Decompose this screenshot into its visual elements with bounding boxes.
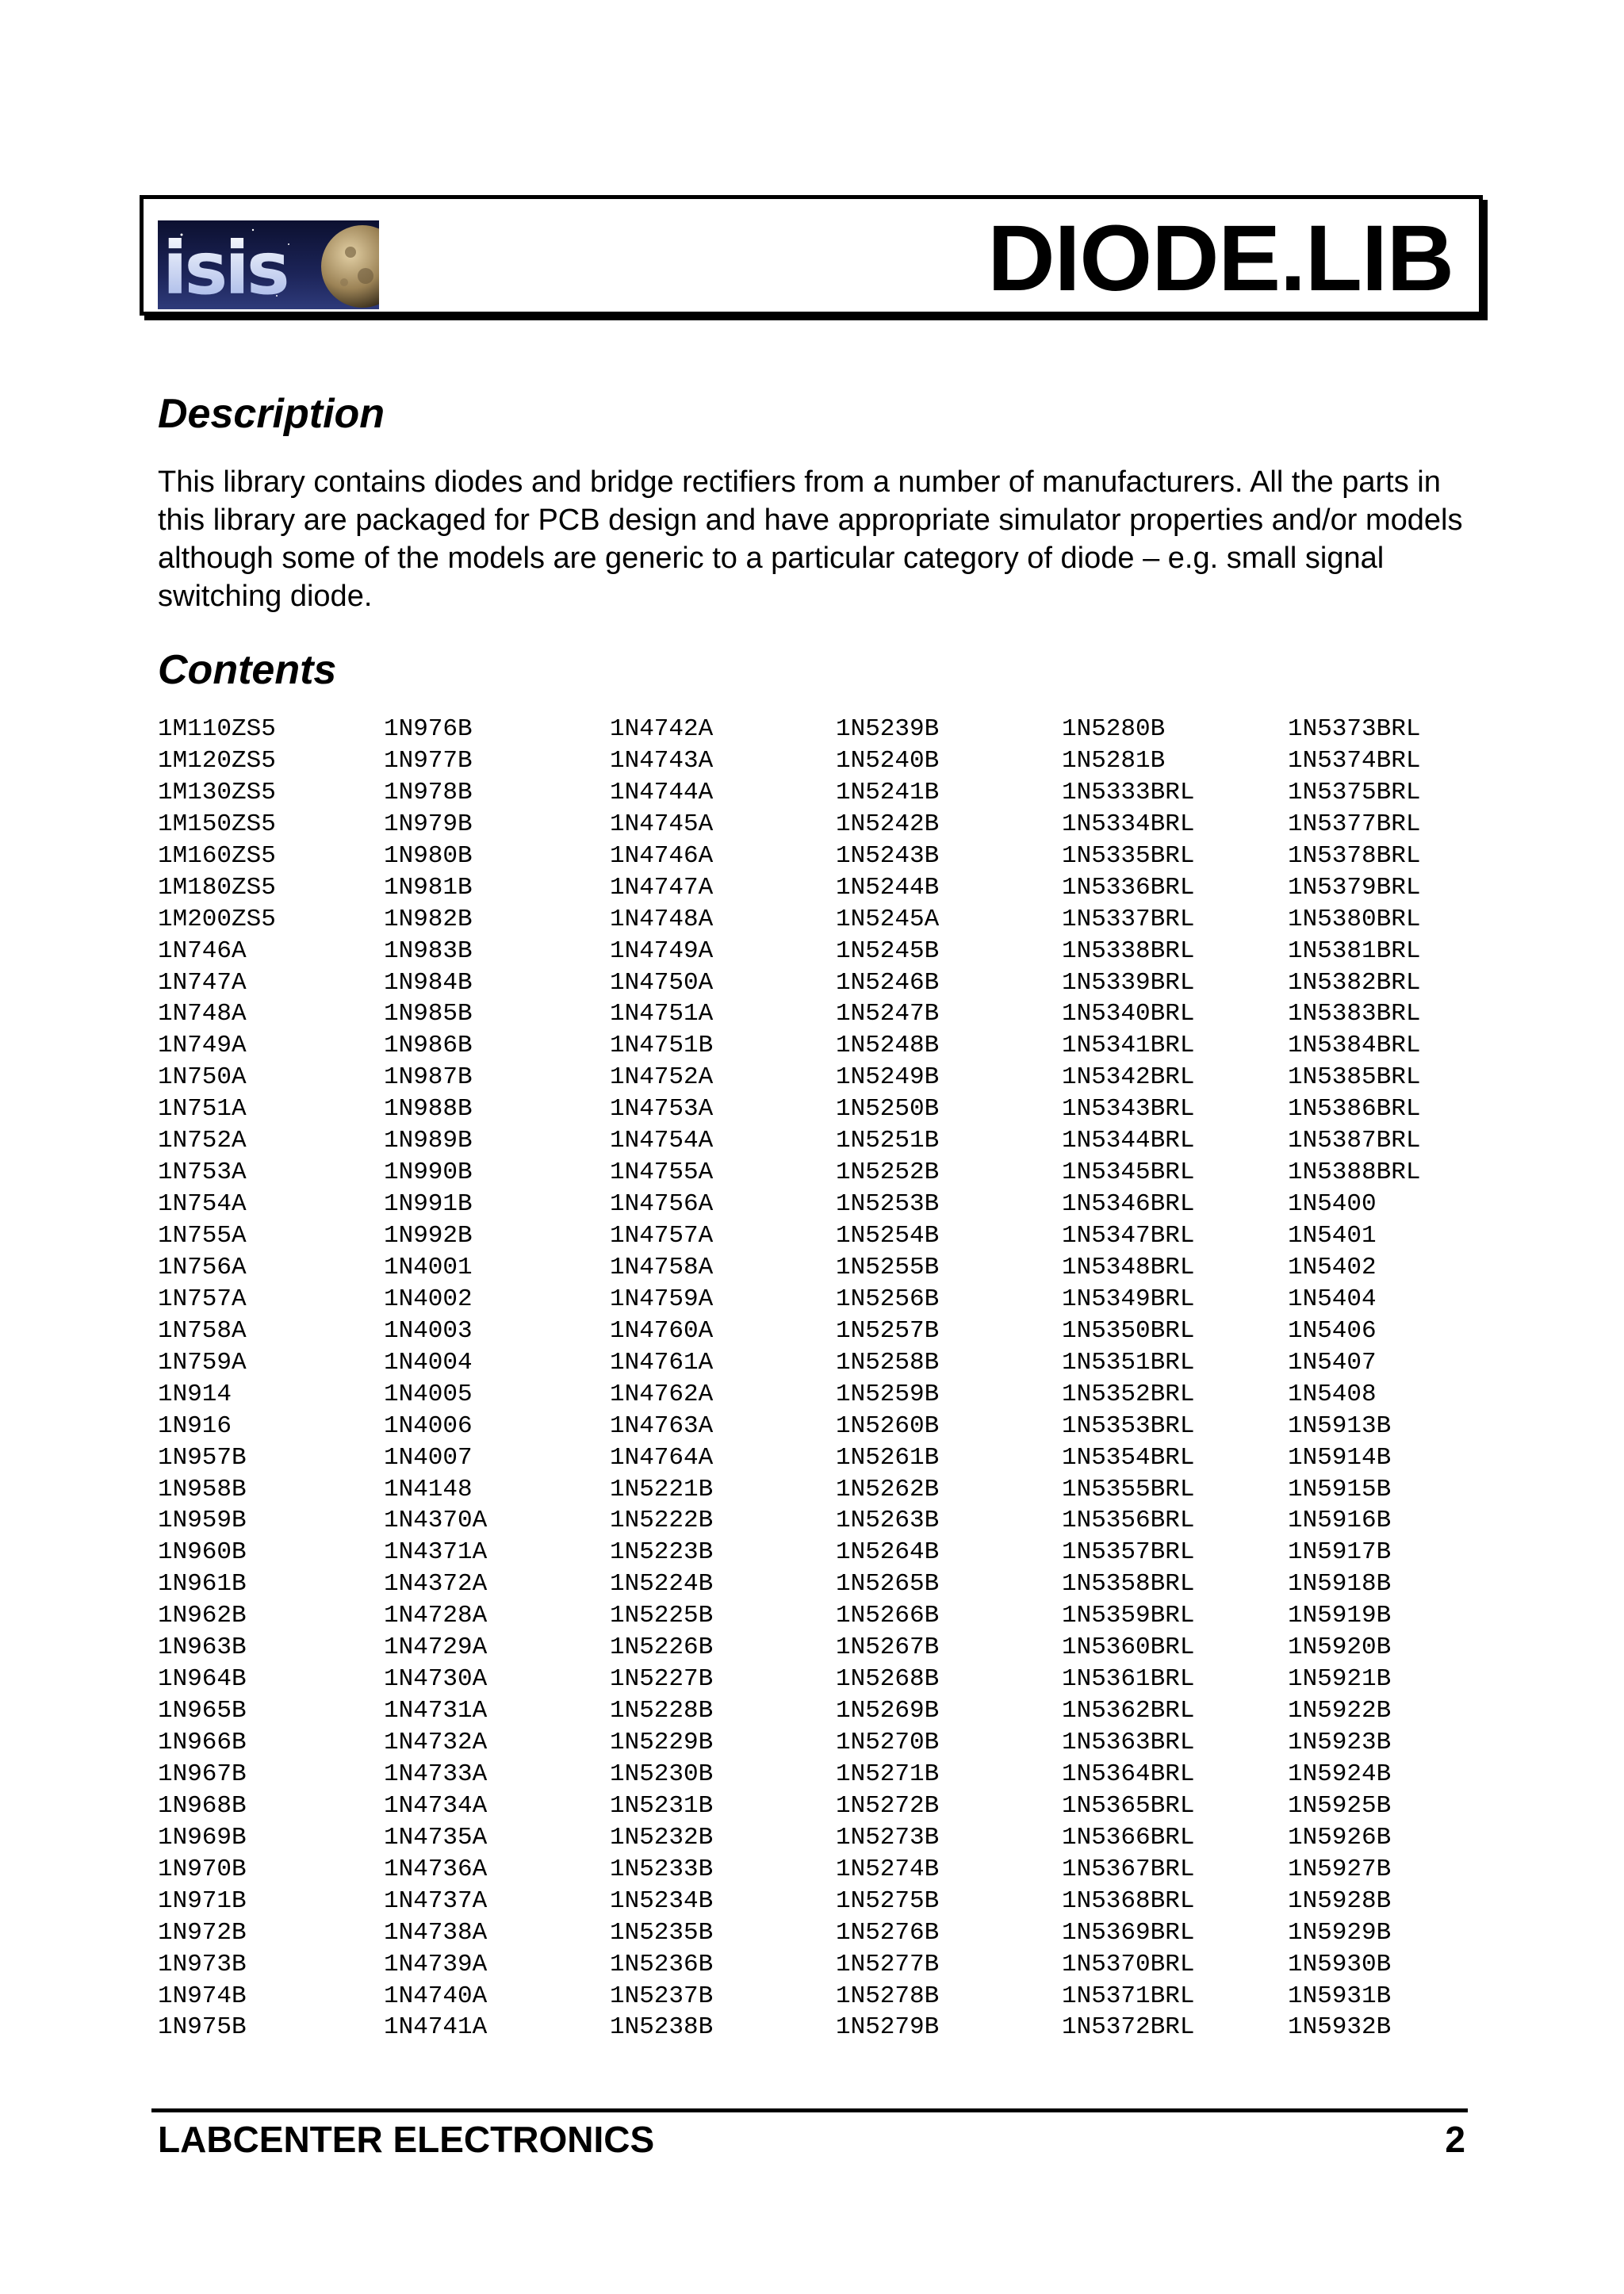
part-name: 1N5400 xyxy=(1288,1190,1377,1219)
description-heading: Description xyxy=(158,391,385,437)
part-name: 1N5276B xyxy=(836,1918,940,1947)
part-name: 1N5346BRL xyxy=(1062,1190,1195,1219)
part-name: 1N914 xyxy=(158,1380,232,1408)
part-name: 1N969B xyxy=(158,1823,247,1852)
part-name: 1N4744A xyxy=(610,778,714,806)
part-name: 1M180ZS5 xyxy=(158,873,276,902)
part-name: 1N5361BRL xyxy=(1062,1665,1195,1694)
part-name: 1N5379BRL xyxy=(1288,873,1421,902)
part-name: 1N4751B xyxy=(610,1032,714,1060)
part-name: 1N753A xyxy=(158,1158,247,1187)
part-name: 1N979B xyxy=(384,810,473,838)
part-name: 1N5279B xyxy=(836,2013,940,2042)
part-name: 1N5230B xyxy=(610,1760,714,1788)
part-name: 1N4737A xyxy=(384,1886,488,1915)
part-name: 1N5221B xyxy=(610,1475,714,1503)
part-name: 1N5917B xyxy=(1288,1538,1392,1567)
part-name: 1N4749A xyxy=(610,936,714,965)
part-name: 1N5333BRL xyxy=(1062,778,1195,806)
part-name: 1N984B xyxy=(384,968,473,997)
part-name: 1N5277B xyxy=(836,1950,940,1978)
part-name: 1N5373BRL xyxy=(1288,715,1421,743)
part-name: 1N4742A xyxy=(610,715,714,743)
contents-heading: Contents xyxy=(158,647,337,693)
part-name: 1M200ZS5 xyxy=(158,905,276,933)
part-name: 1N4002 xyxy=(384,1285,473,1313)
part-name: 1N973B xyxy=(158,1950,247,1978)
part-name: 1N5245B xyxy=(836,936,940,965)
part-name: 1N4756A xyxy=(610,1190,714,1219)
part-name: 1M130ZS5 xyxy=(158,778,276,806)
part-name: 1N5386BRL xyxy=(1288,1095,1421,1124)
page-number: 2 xyxy=(1445,2119,1465,2160)
part-name: 1N5267B xyxy=(836,1633,940,1662)
part-name: 1N5378BRL xyxy=(1288,841,1421,870)
part-name: 1N5227B xyxy=(610,1665,714,1694)
part-name: 1N5371BRL xyxy=(1062,1982,1195,2010)
contents-column xyxy=(836,714,1062,2043)
part-name: 1N5369BRL xyxy=(1062,1918,1195,1947)
part-name: 1N5358BRL xyxy=(1062,1570,1195,1599)
part-name: 1N5242B xyxy=(836,810,940,838)
header-box xyxy=(140,195,1483,316)
part-name: 1M160ZS5 xyxy=(158,841,276,870)
part-name: 1N5233B xyxy=(610,1855,714,1883)
part-name: 1N4005 xyxy=(384,1380,473,1408)
part-name: 1N5235B xyxy=(610,1918,714,1947)
part-name: 1N4148 xyxy=(384,1475,473,1503)
part-name: 1N5370BRL xyxy=(1062,1950,1195,1978)
part-name: 1N5357BRL xyxy=(1062,1538,1195,1567)
part-name: 1N749A xyxy=(158,1032,247,1060)
contents-column xyxy=(610,714,836,2043)
part-name: 1N4728A xyxy=(384,1602,488,1630)
part-name: 1N4729A xyxy=(384,1633,488,1662)
part-name: 1N5229B xyxy=(610,1729,714,1756)
part-name: 1N5352BRL xyxy=(1062,1380,1195,1408)
part-name: 1N4007 xyxy=(384,1443,473,1472)
part-name: 1N5388BRL xyxy=(1288,1158,1421,1187)
part-name: 1N5407 xyxy=(1288,1348,1377,1377)
part-name: 1N5247B xyxy=(836,1000,940,1028)
part-name: 1N5335BRL xyxy=(1062,841,1195,870)
part-name: 1N5240B xyxy=(836,746,940,775)
part-name: 1N991B xyxy=(384,1190,473,1219)
part-name: 1N754A xyxy=(158,1190,247,1219)
part-name: 1N5351BRL xyxy=(1062,1348,1195,1377)
part-name: 1N5353BRL xyxy=(1062,1411,1195,1440)
part-name: 1N5377BRL xyxy=(1288,810,1421,838)
part-name: 1N4752A xyxy=(610,1063,714,1092)
part-name: 1N5925B xyxy=(1288,1791,1392,1820)
svg-text:isis: isis xyxy=(163,226,287,309)
part-name: 1N5244B xyxy=(836,873,940,902)
part-name: 1N5366BRL xyxy=(1062,1823,1195,1852)
part-name: 1N5254B xyxy=(836,1222,940,1250)
part-name: 1N4757A xyxy=(610,1222,714,1250)
part-name: 1N5336BRL xyxy=(1062,873,1195,902)
part-name: 1N965B xyxy=(158,1697,247,1725)
part-name: 1N5281B xyxy=(1062,746,1166,775)
part-name: 1N5930B xyxy=(1288,1950,1392,1978)
part-name: 1N5342BRL xyxy=(1062,1063,1195,1092)
part-name: 1N4731A xyxy=(384,1697,488,1725)
part-name: 1N5224B xyxy=(610,1570,714,1599)
part-name: 1N5241B xyxy=(836,778,940,806)
part-name: 1N5341BRL xyxy=(1062,1032,1195,1060)
part-name: 1N957B xyxy=(158,1443,247,1472)
contents-list xyxy=(158,714,1514,2043)
part-name: 1N4734A xyxy=(384,1791,488,1820)
part-name: 1N5251B xyxy=(836,1127,940,1155)
part-name: 1N4730A xyxy=(384,1665,488,1694)
part-name: 1N4759A xyxy=(610,1285,714,1313)
part-name: 1N5232B xyxy=(610,1823,714,1852)
part-name: 1N968B xyxy=(158,1791,247,1820)
part-name: 1N5343BRL xyxy=(1062,1095,1195,1124)
part-name: 1N988B xyxy=(384,1095,473,1124)
part-name: 1N5334BRL xyxy=(1062,810,1195,838)
part-name: 1N5928B xyxy=(1288,1886,1392,1915)
part-name: 1N4746A xyxy=(610,841,714,870)
contents-column xyxy=(1288,714,1514,2043)
part-name: 1N4006 xyxy=(384,1411,473,1440)
part-name: 1N5257B xyxy=(836,1316,940,1345)
part-name: 1N5272B xyxy=(836,1791,940,1820)
part-name: 1N5263B xyxy=(836,1507,940,1535)
part-name: 1N983B xyxy=(384,936,473,965)
part-name: 1N4740A xyxy=(384,1982,488,2010)
part-name: 1N4764A xyxy=(610,1443,714,1472)
part-name: 1N958B xyxy=(158,1475,247,1503)
part-name: 1N5913B xyxy=(1288,1411,1392,1440)
part-name: 1N5340BRL xyxy=(1062,1000,1195,1028)
part-name: 1N5929B xyxy=(1288,1918,1392,1947)
part-name: 1N4760A xyxy=(610,1316,714,1345)
part-name: 1N5404 xyxy=(1288,1285,1377,1313)
part-name: 1N4745A xyxy=(610,810,714,838)
part-name: 1N5249B xyxy=(836,1063,940,1092)
part-name: 1N4738A xyxy=(384,1918,488,1947)
part-name: 1N5365BRL xyxy=(1062,1791,1195,1820)
part-name: 1N5367BRL xyxy=(1062,1855,1195,1883)
part-name: 1N5924B xyxy=(1288,1760,1392,1788)
part-name: 1N5931B xyxy=(1288,1982,1392,2010)
part-name: 1N976B xyxy=(384,715,473,743)
part-name: 1N4761A xyxy=(610,1348,714,1377)
part-name: 1N5384BRL xyxy=(1288,1032,1421,1060)
contents-column xyxy=(384,714,610,2043)
part-name: 1N5406 xyxy=(1288,1316,1377,1345)
part-name: 1N5347BRL xyxy=(1062,1222,1195,1250)
part-name: 1N746A xyxy=(158,936,247,965)
part-name: 1N5919B xyxy=(1288,1602,1392,1630)
part-name: 1N916 xyxy=(158,1411,232,1440)
part-name: 1N5921B xyxy=(1288,1665,1392,1694)
part-name: 1N5253B xyxy=(836,1190,940,1219)
part-name: 1N5271B xyxy=(836,1760,940,1788)
part-name: 1N5265B xyxy=(836,1570,940,1599)
part-name: 1N4758A xyxy=(610,1253,714,1281)
part-name: 1N752A xyxy=(158,1127,247,1155)
part-name: 1N5261B xyxy=(836,1443,940,1472)
part-name: 1N5926B xyxy=(1288,1823,1392,1852)
part-name: 1N4003 xyxy=(384,1316,473,1345)
part-name: 1N980B xyxy=(384,841,473,870)
part-name: 1N5345BRL xyxy=(1062,1158,1195,1187)
part-name: 1N4004 xyxy=(384,1348,473,1377)
part-name: 1N5274B xyxy=(836,1855,940,1883)
part-name: 1N4735A xyxy=(384,1823,488,1852)
part-name: 1N966B xyxy=(158,1729,247,1756)
part-name: 1N5920B xyxy=(1288,1633,1392,1662)
part-name: 1N5383BRL xyxy=(1288,1000,1421,1028)
part-name: 1N5360BRL xyxy=(1062,1633,1195,1662)
part-name: 1N975B xyxy=(158,2013,247,2042)
part-name: 1N5372BRL xyxy=(1062,2013,1195,2042)
part-name: 1N974B xyxy=(158,1982,247,2010)
part-name: 1M150ZS5 xyxy=(158,810,276,838)
part-name: 1N4753A xyxy=(610,1095,714,1124)
part-name: 1N970B xyxy=(158,1855,247,1883)
part-name: 1M110ZS5 xyxy=(158,715,276,743)
isis-logo xyxy=(158,220,379,309)
part-name: 1N4750A xyxy=(610,968,714,997)
part-name: 1N962B xyxy=(158,1602,247,1630)
part-name: 1N757A xyxy=(158,1285,247,1313)
part-name: 1N5228B xyxy=(610,1697,714,1725)
part-name: 1N5408 xyxy=(1288,1380,1377,1408)
part-name: 1N5918B xyxy=(1288,1570,1392,1599)
part-name: 1N986B xyxy=(384,1032,473,1060)
contents-column xyxy=(1062,714,1288,2043)
part-name: 1N5239B xyxy=(836,715,940,743)
part-name: 1N5387BRL xyxy=(1288,1127,1421,1155)
part-name: 1N5264B xyxy=(836,1538,940,1567)
part-name: 1N5238B xyxy=(610,2013,714,2042)
part-name: 1N5260B xyxy=(836,1411,940,1440)
part-name: 1N5337BRL xyxy=(1062,905,1195,933)
part-name: 1N4371A xyxy=(384,1538,488,1567)
part-name: 1N4732A xyxy=(384,1729,488,1756)
part-name: 1N5362BRL xyxy=(1062,1697,1195,1725)
part-name: 1N5275B xyxy=(836,1886,940,1915)
part-name: 1N5223B xyxy=(610,1538,714,1567)
part-name: 1N5268B xyxy=(836,1665,940,1694)
part-name: 1N4747A xyxy=(610,873,714,902)
part-name: 1N5922B xyxy=(1288,1697,1392,1725)
part-name: 1N4751A xyxy=(610,1000,714,1028)
part-name: 1N5385BRL xyxy=(1288,1063,1421,1092)
part-name: 1N992B xyxy=(384,1222,473,1250)
part-name: 1N750A xyxy=(158,1063,247,1092)
part-name: 1N5915B xyxy=(1288,1475,1392,1503)
part-name: 1N982B xyxy=(384,905,473,933)
part-name: 1N5256B xyxy=(836,1285,940,1313)
part-name: 1N5348BRL xyxy=(1062,1253,1195,1281)
part-name: 1N4755A xyxy=(610,1158,714,1187)
part-name: 1N747A xyxy=(158,968,247,997)
part-name: 1N960B xyxy=(158,1538,247,1567)
part-name: 1N961B xyxy=(158,1570,247,1599)
part-name: 1N5364BRL xyxy=(1062,1760,1195,1788)
part-name: 1N4748A xyxy=(610,905,714,933)
part-name: 1N5250B xyxy=(836,1095,940,1124)
part-name: 1N972B xyxy=(158,1918,247,1947)
footer-company: LABCENTER ELECTRONICS xyxy=(158,2119,655,2160)
part-name: 1N4754A xyxy=(610,1127,714,1155)
part-name: 1N959B xyxy=(158,1507,247,1535)
part-name: 1N981B xyxy=(384,873,473,902)
part-name: 1N5270B xyxy=(836,1729,940,1756)
part-name: 1N5245A xyxy=(836,905,940,933)
part-name: 1N5258B xyxy=(836,1348,940,1377)
part-name: 1N4762A xyxy=(610,1380,714,1408)
contents-column xyxy=(158,714,384,2043)
part-name: 1N4763A xyxy=(610,1411,714,1440)
part-name: 1N758A xyxy=(158,1316,247,1345)
part-name: 1N5374BRL xyxy=(1288,746,1421,775)
part-name: 1N5927B xyxy=(1288,1855,1392,1883)
part-name: 1N5401 xyxy=(1288,1222,1377,1250)
part-name: 1N5381BRL xyxy=(1288,936,1421,965)
part-name: 1N5355BRL xyxy=(1062,1475,1195,1503)
part-name: 1N5237B xyxy=(610,1982,714,2010)
part-name: 1N964B xyxy=(158,1665,247,1694)
part-name: 1N987B xyxy=(384,1063,473,1092)
part-name: 1N5354BRL xyxy=(1062,1443,1195,1472)
part-name: 1N5248B xyxy=(836,1032,940,1060)
footer-divider xyxy=(151,2108,1468,2112)
part-name: 1N5356BRL xyxy=(1062,1507,1195,1535)
part-name: 1N5236B xyxy=(610,1950,714,1978)
part-name: 1N5234B xyxy=(610,1886,714,1915)
part-name: 1N989B xyxy=(384,1127,473,1155)
part-name: 1N971B xyxy=(158,1886,247,1915)
part-name: 1N5359BRL xyxy=(1062,1602,1195,1630)
part-name: 1N5382BRL xyxy=(1288,968,1421,997)
part-name: 1N4001 xyxy=(384,1253,473,1281)
part-name: 1N756A xyxy=(158,1253,247,1281)
part-name: 1N5231B xyxy=(610,1791,714,1820)
part-name: 1N5380BRL xyxy=(1288,905,1421,933)
description-text: This library contains diodes and bridge rectifiers from a number of manufacturers. All the parts in this library are packaged for PCB design and have appropriate simulator properties and/or models although some of the models are generic to a particular category of diode – e.g. small signal switching diode. xyxy=(158,465,1463,613)
part-name: 1N5255B xyxy=(836,1253,940,1281)
part-name: 1N967B xyxy=(158,1760,247,1788)
part-name: 1N990B xyxy=(384,1158,473,1187)
part-name: 1N4741A xyxy=(384,2013,488,2042)
part-name: 1N748A xyxy=(158,1000,247,1028)
part-name: 1N4370A xyxy=(384,1507,488,1535)
part-name: 1N5375BRL xyxy=(1288,778,1421,806)
part-name: 1N4372A xyxy=(384,1570,488,1599)
part-name: 1N5259B xyxy=(836,1380,940,1408)
part-name: 1N5278B xyxy=(836,1982,940,2010)
part-name: 1N4736A xyxy=(384,1855,488,1883)
part-name: 1N5339BRL xyxy=(1062,968,1195,997)
part-name: 1N5350BRL xyxy=(1062,1316,1195,1345)
part-name: 1N5262B xyxy=(836,1475,940,1503)
part-name: 1N5243B xyxy=(836,841,940,870)
part-name: 1N5246B xyxy=(836,968,940,997)
part-name: 1N4739A xyxy=(384,1950,488,1978)
part-name: 1N5226B xyxy=(610,1633,714,1662)
part-name: 1N755A xyxy=(158,1222,247,1250)
part-name: 1N751A xyxy=(158,1095,247,1124)
part-name: 1M120ZS5 xyxy=(158,746,276,775)
document-title: DIODE.LIB xyxy=(987,206,1454,311)
part-name: 1N759A xyxy=(158,1348,247,1377)
part-name: 1N963B xyxy=(158,1633,247,1662)
part-name: 1N5338BRL xyxy=(1062,936,1195,965)
part-name: 1N5269B xyxy=(836,1697,940,1725)
part-name: 1N5344BRL xyxy=(1062,1127,1195,1155)
part-name: 1N5252B xyxy=(836,1158,940,1187)
part-name: 1N5368BRL xyxy=(1062,1886,1195,1915)
part-name: 1N985B xyxy=(384,1000,473,1028)
part-name: 1N978B xyxy=(384,778,473,806)
part-name: 1N4743A xyxy=(610,746,714,775)
part-name: 1N5280B xyxy=(1062,715,1166,743)
part-name: 1N5349BRL xyxy=(1062,1285,1195,1313)
part-name: 1N5923B xyxy=(1288,1729,1392,1756)
part-name: 1N5273B xyxy=(836,1823,940,1852)
part-name: 1N5402 xyxy=(1288,1253,1377,1281)
part-name: 1N5932B xyxy=(1288,2013,1392,2042)
part-name: 1N977B xyxy=(384,746,473,775)
part-name: 1N5266B xyxy=(836,1602,940,1630)
part-name: 1N5225B xyxy=(610,1602,714,1630)
part-name: 1N5363BRL xyxy=(1062,1729,1195,1756)
part-name: 1N5916B xyxy=(1288,1507,1392,1535)
part-name: 1N5222B xyxy=(610,1507,714,1535)
part-name: 1N5914B xyxy=(1288,1443,1392,1472)
part-name: 1N4733A xyxy=(384,1760,488,1788)
